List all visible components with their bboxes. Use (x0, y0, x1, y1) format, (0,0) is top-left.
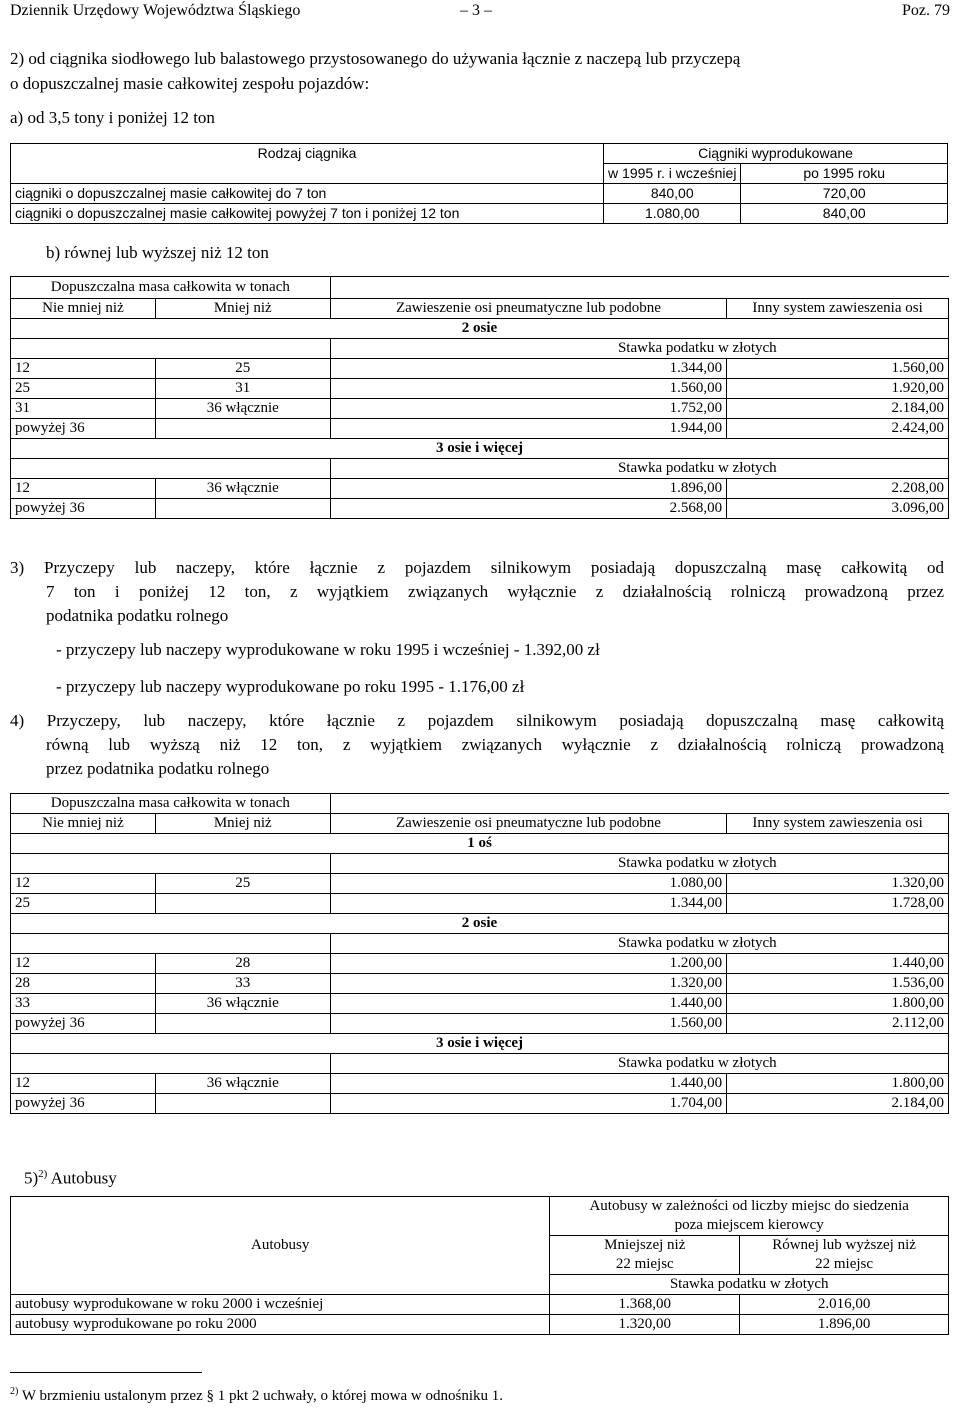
table-row: powyżej 36 1.944,00 2.424,00 (11, 419, 949, 439)
table-buses (10, 1196, 949, 1335)
journal-title: Dziennik Urzędowy Województwa Śląskiego (10, 2, 301, 19)
table-trailers (10, 793, 949, 1114)
table-row: 12 36 włącznie 1.440,00 1.800,00 (11, 1074, 949, 1094)
col-max: Mniej niż (155, 299, 330, 319)
mass-header: Dopuszczalna masa całkowita w tonach (11, 794, 331, 814)
table-row: 33 36 włącznie 1.440,00 1.800,00 (11, 994, 949, 1014)
s2-intro-line2: o dopuszczalnej masie całkowitej zespołu pojazdów: (10, 74, 370, 93)
table-row: 12 36 włącznie 1.896,00 2.208,00 (11, 479, 949, 499)
table-tractors-a (10, 143, 948, 224)
col-other-suspension: Inny system zawieszenia osi (727, 299, 949, 319)
rate-header: Stawka podatku w złotych (330, 854, 948, 874)
table-row: 12 28 1.200,00 1.440,00 (11, 954, 949, 974)
col-min: Nie mniej niż (11, 299, 156, 319)
table-row: 31 36 włącznie 1.752,00 2.184,00 (11, 399, 949, 419)
group-title: 2 osie (11, 319, 949, 339)
col-pneumatic: Zawieszenie osi pneumatyczne lub podobne (330, 814, 726, 834)
group-header: Autobusy w zależności od liczby miejsc do siedzenia poza miejscem kierowcy (550, 1197, 949, 1236)
table-row: powyżej 36 2.568,00 3.096,00 (11, 499, 949, 519)
table-row: 25 31 1.560,00 1.920,00 (11, 379, 949, 399)
col-min: Nie mniej niż (11, 814, 156, 834)
col-1995-earlier: w 1995 r. i wcześniej (604, 164, 741, 184)
col-after-1995: po 1995 roku (741, 164, 948, 184)
rate-header: Stawka podatku w złotych (330, 934, 948, 954)
table-row: 28 33 1.320,00 1.536,00 (11, 974, 949, 994)
table-row: 12 25 1.080,00 1.320,00 (11, 874, 949, 894)
footnote-divider (10, 1372, 202, 1373)
col-group-header: Ciągniki wyprodukowane (604, 144, 948, 164)
s5-heading: 5)$^{2)}$ Autobusy (24, 1168, 117, 1188)
s4-line2: równą lub wyższą niż 12 ton, z wyjątkiem związanych wyłącznie z działalnością rolniczą prowadzoną (46, 735, 944, 754)
col-max: Mniej niż (155, 814, 330, 834)
rate-header: Stawka podatku w złotych (550, 1275, 949, 1295)
position-number: Poz. 79 (902, 2, 950, 19)
group-title: 3 osie i więcej (11, 439, 949, 459)
s4-line3: przez podatnika podatku rolnego (46, 759, 270, 778)
mass-header: Dopuszczalna masa całkowita w tonach (11, 277, 331, 299)
s3-line1: 3) Przyczepy lub naczepy, które łącznie z pojazdem silnikowym posiadają dopuszczalną masę całkowitą od (10, 558, 944, 577)
table-row: autobusy wyprodukowane po roku 2000 1.320,00 1.896,00 (11, 1315, 949, 1335)
table-row: powyżej 36 1.560,00 2.112,00 (11, 1014, 949, 1034)
rate-header: Stawka podatku w złotych (330, 459, 948, 479)
page-number: – 3 – (460, 2, 492, 19)
table-row: 25 1.344,00 1.728,00 (11, 894, 949, 914)
table-row: autobusy wyprodukowane w roku 2000 i wcześniej 1.368,00 2.016,00 (11, 1295, 949, 1315)
table-row: ciągniki o dopuszczalnej masie całkowitej powyżej 7 ton i poniżej 12 ton 1.080,00 840,00 (11, 204, 948, 224)
s3-item-2: - przyczepy lub naczepy wyprodukowane po roku 1995 - 1.176,00 zł (56, 677, 525, 696)
group-title: 3 osie i więcej (11, 1034, 949, 1054)
group-title: 2 osie (11, 914, 949, 934)
col-type-header: Autobusy (11, 1197, 550, 1295)
col-other-suspension: Inny system zawieszenia osi (727, 814, 949, 834)
table-row: 12 25 1.344,00 1.560,00 (11, 359, 949, 379)
s3-item-1: - przyczepy lub naczepy wyprodukowane w roku 1995 i wcześniej - 1.392,00 zł (56, 640, 600, 659)
table-row: ciągniki o dopuszczalnej masie całkowitej do 7 ton 840,00 720,00 (11, 184, 948, 204)
s3-line2: 7 ton i poniżej 12 ton, z wyjątkiem związanych wyłącznie z działalnością rolniczą prowadzoną przez (46, 582, 944, 601)
s2-intro-line1: 2) od ciągnika siodłowego lub balastowego przystosowanego do używania łącznie z naczepą lub przyczepą (10, 49, 741, 68)
footnote-ref: 2) (38, 1168, 48, 1180)
col-22-or-more: Równej lub wyższej niż 22 miejsc (740, 1236, 949, 1275)
group-title: 1 oś (11, 834, 949, 854)
footnote: $^{2)}$ W brzmieniu ustalonym przez § 1 pkt 2 uchwały, o której mowa w odnośniku 1. (10, 1386, 503, 1404)
s4-line1: 4) Przyczepy, lub naczepy, które łącznie z pojazdem silnikowym posiadają dopuszczalną masę całkowitą (10, 711, 944, 730)
col-pneumatic: Zawieszenie osi pneumatyczne lub podobne (330, 299, 726, 319)
col-type-header: Rodzaj ciągnika (11, 144, 604, 164)
col-less-22: Mniejszej niż 22 miejsc (550, 1236, 740, 1275)
s2-subsection-a: a) od 3,5 tony i poniżej 12 ton (10, 108, 215, 127)
rate-header: Stawka podatku w złotych (330, 339, 948, 359)
s3-line3: podatnika podatku rolnego (46, 606, 229, 625)
rate-header: Stawka podatku w złotych (330, 1054, 948, 1074)
table-tractors-b (10, 276, 949, 519)
s2-subsection-b: b) równej lub wyższej niż 12 ton (46, 243, 269, 262)
table-row: powyżej 36 1.704,00 2.184,00 (11, 1094, 949, 1114)
